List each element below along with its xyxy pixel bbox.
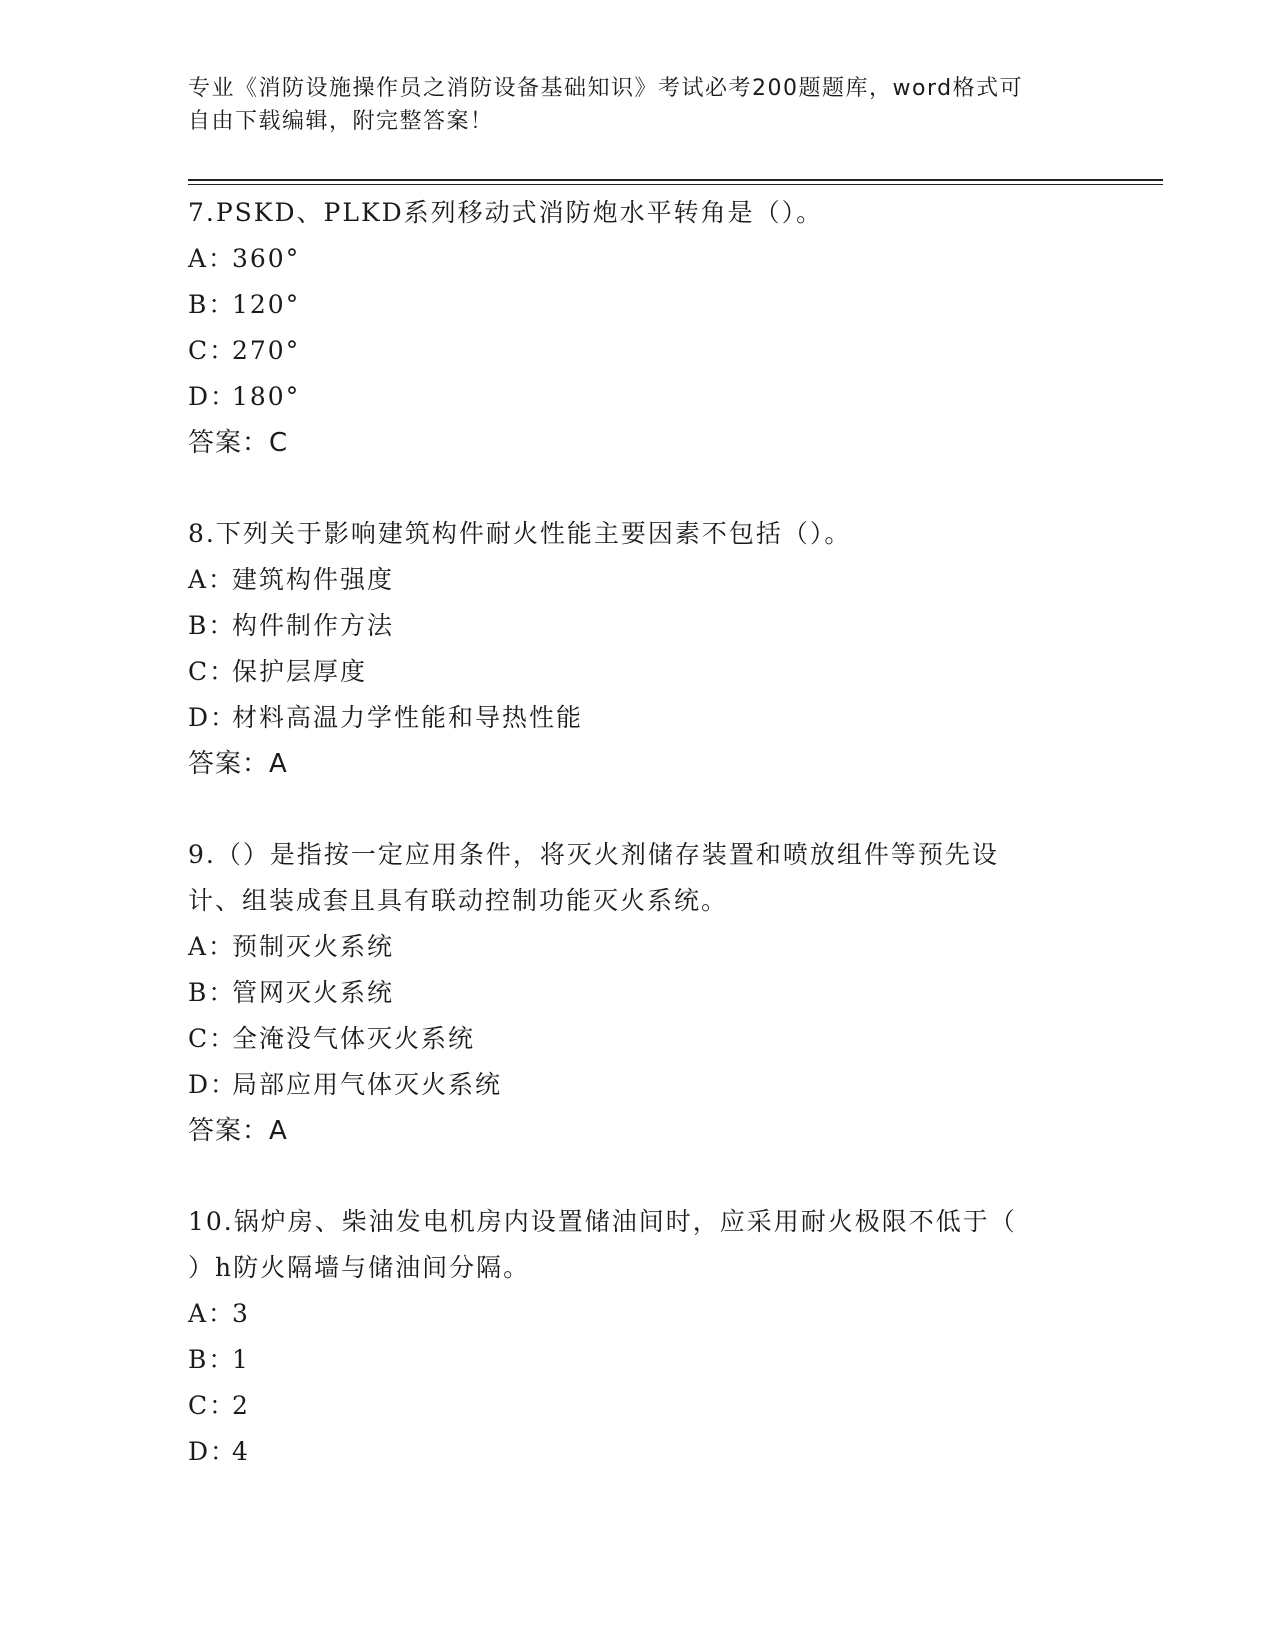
- option-text: 预制灭火系统: [232, 932, 395, 961]
- option-text: 180°: [232, 382, 301, 411]
- option-letter: B：: [188, 1345, 236, 1374]
- option-text: 局部应用气体灭火系统: [232, 1070, 503, 1099]
- option-letter: C：: [188, 336, 237, 365]
- option-b: [188, 1337, 1088, 1383]
- header-line-1: 专业《消防设施操作员之消防设备基础知识》考试必考200题题库，word格式可: [188, 76, 1024, 101]
- option-d: [188, 374, 1088, 420]
- option-text: 360°: [232, 244, 301, 273]
- option-letter: B：: [188, 290, 236, 319]
- question-stem-continued: ）h防火隔墙与储油间分隔。: [188, 1253, 531, 1282]
- question-stem-continued: 计、组装成套且具有联动控制功能灭火系统。: [188, 886, 729, 915]
- option-c: [188, 1383, 1088, 1429]
- option-a: [188, 1291, 1088, 1337]
- option-text: 2: [232, 1391, 250, 1420]
- header-line-2: 自由下载编辑，附完整答案！: [188, 109, 494, 134]
- option-letter: D：: [188, 382, 238, 411]
- option-b: [188, 970, 1088, 1016]
- option-d: [188, 1062, 1088, 1108]
- option-b: [188, 282, 1088, 328]
- option-text: 1: [232, 1345, 250, 1374]
- option-letter: D：: [188, 1070, 238, 1099]
- header-rule-thin: [188, 184, 1163, 185]
- question-9: [188, 832, 1088, 1154]
- option-text: 120°: [232, 290, 301, 319]
- option-text: 4: [232, 1437, 250, 1466]
- option-a: [188, 557, 1088, 603]
- question-7: [188, 190, 1088, 466]
- option-text: 建筑构件强度: [232, 565, 395, 594]
- option-d: [188, 1429, 1088, 1475]
- option-c: [188, 649, 1088, 695]
- question-stem: 8.下列关于影响建筑构件耐火性能主要因素不包括（）。: [188, 519, 852, 548]
- option-c: [188, 1016, 1088, 1062]
- option-text: 构件制作方法: [232, 611, 395, 640]
- option-a: [188, 924, 1088, 970]
- option-letter: A：: [188, 932, 236, 961]
- answer: 答案：C: [188, 428, 289, 458]
- question-stem: 9.（）是指按一定应用条件，将灭火剂储存装置和喷放组件等预先设: [188, 840, 999, 869]
- option-text: 保护层厚度: [232, 657, 368, 686]
- option-letter: D：: [188, 1437, 238, 1466]
- header-rule-thick: [188, 179, 1163, 181]
- option-c: [188, 328, 1088, 374]
- option-text: 全淹没气体灭火系统: [232, 1024, 476, 1053]
- option-letter: C：: [188, 1391, 237, 1420]
- question-10: [188, 1199, 1088, 1475]
- option-letter: A：: [188, 244, 236, 273]
- option-letter: D：: [188, 703, 238, 732]
- answer: 答案：A: [188, 749, 288, 779]
- option-text: 3: [232, 1299, 250, 1328]
- option-letter: B：: [188, 978, 236, 1007]
- option-text: 管网灭火系统: [232, 978, 395, 1007]
- answer: 答案：A: [188, 1116, 288, 1146]
- option-letter: C：: [188, 657, 237, 686]
- question-8: [188, 511, 1088, 787]
- option-text: 270°: [232, 336, 301, 365]
- option-letter: A：: [188, 1299, 236, 1328]
- question-stem: 10.锅炉房、柴油发电机房内设置储油间时，应采用耐火极限不低于（: [188, 1207, 1017, 1236]
- question-list: [188, 190, 1088, 1475]
- option-b: [188, 603, 1088, 649]
- option-letter: A：: [188, 565, 236, 594]
- option-letter: B：: [188, 611, 236, 640]
- question-stem: 7.PSKD、PLKD系列移动式消防炮水平转角是（）。: [188, 198, 824, 227]
- option-d: [188, 695, 1088, 741]
- option-a: [188, 236, 1088, 282]
- option-text: 材料高温力学性能和导热性能: [232, 703, 584, 732]
- document-header: [188, 72, 1088, 138]
- option-letter: C：: [188, 1024, 237, 1053]
